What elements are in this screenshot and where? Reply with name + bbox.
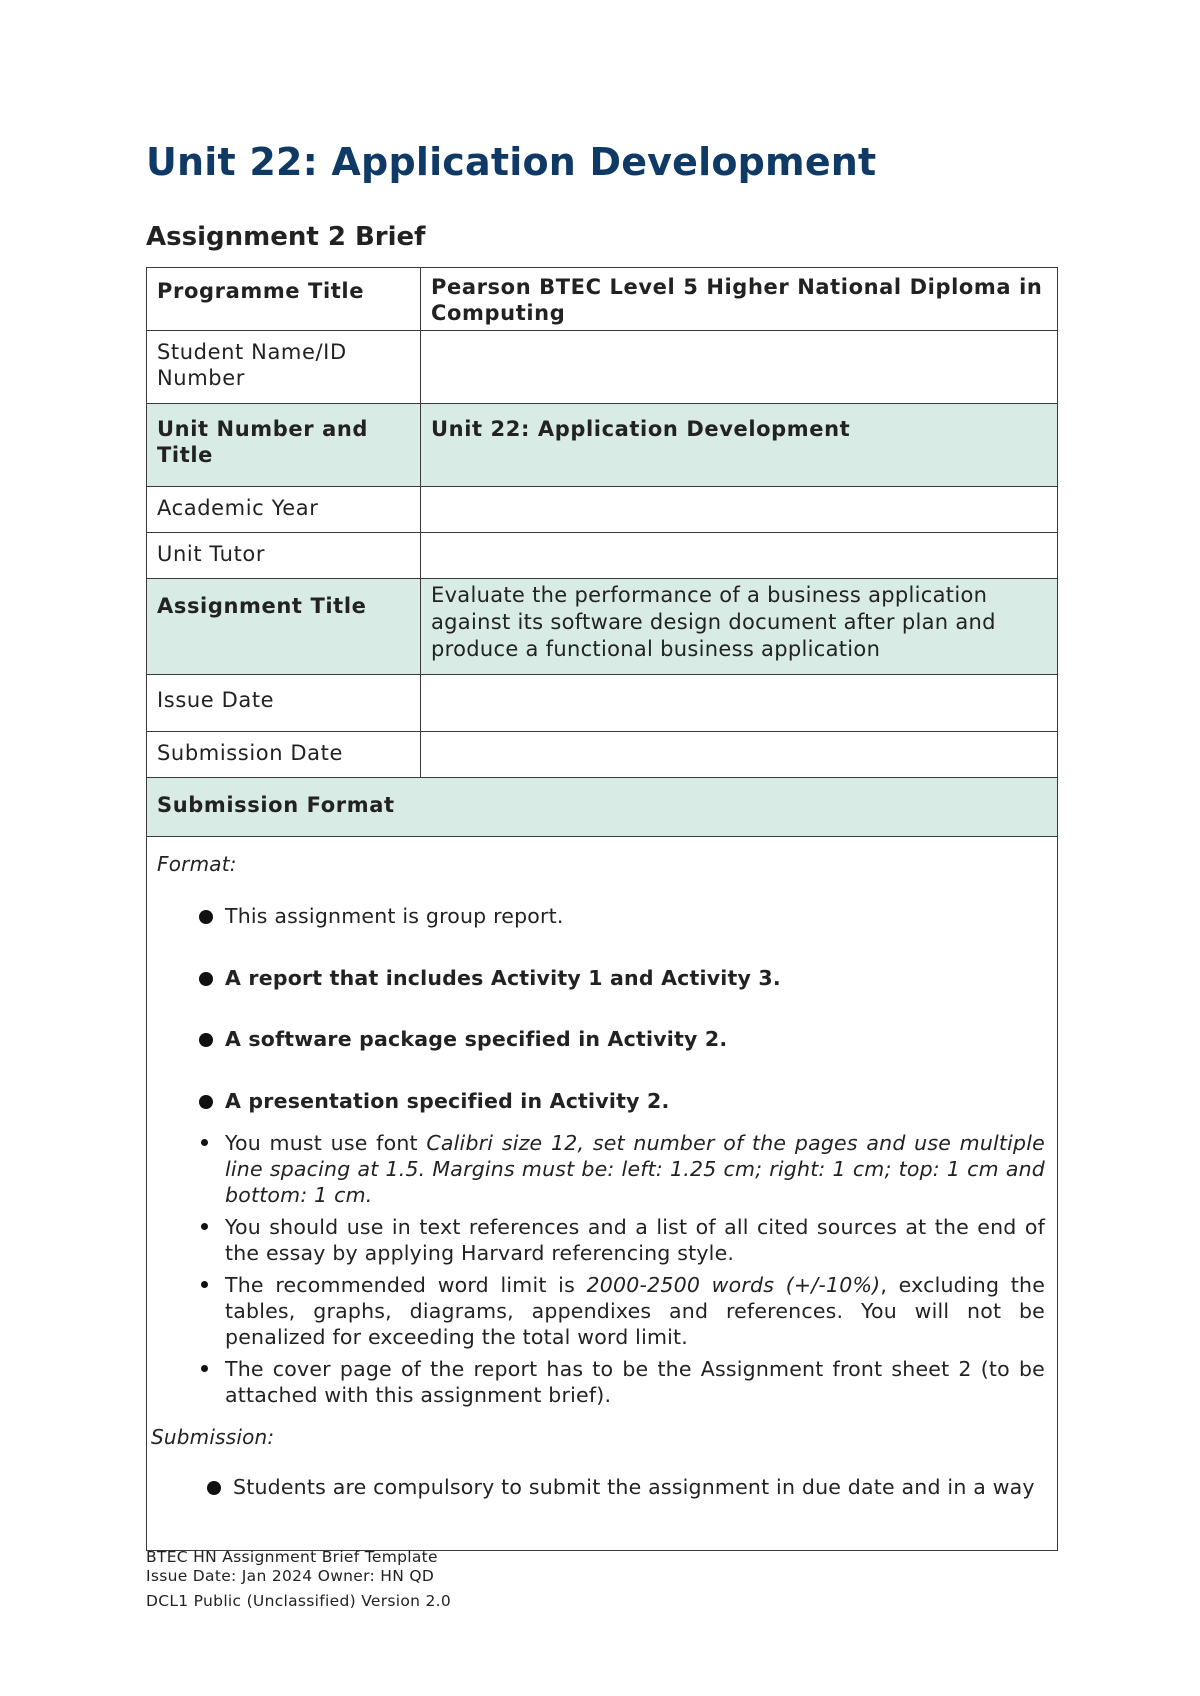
list-item bbox=[157, 1356, 1045, 1408]
format-label: Format: bbox=[157, 852, 237, 876]
issue-date-row bbox=[147, 675, 1058, 732]
format-bullet-7b: 2000-2500 words (+/-10%) bbox=[586, 1273, 881, 1297]
unit-tutor-value bbox=[421, 533, 1058, 579]
bullet-icon bbox=[201, 1365, 208, 1372]
bullet-icon bbox=[201, 1281, 208, 1288]
student-row bbox=[147, 331, 1058, 404]
assignment-title-value: Evaluate the performance of a business application against its software design document after plan and produce a functional business application bbox=[421, 579, 1058, 675]
list-item bbox=[157, 965, 1045, 991]
submission-date-value bbox=[421, 732, 1058, 778]
bullet-icon bbox=[201, 1139, 208, 1146]
list-item bbox=[157, 1272, 1045, 1350]
format-list bbox=[157, 903, 1045, 1408]
bullet-icon bbox=[201, 1223, 208, 1230]
format-bullet-5a: You must use font bbox=[225, 1131, 427, 1155]
list-item bbox=[157, 1026, 1045, 1052]
submission-label: Submission: bbox=[151, 1425, 275, 1449]
programme-row bbox=[147, 268, 1058, 331]
submission-date-label: Submission Date bbox=[147, 732, 421, 778]
bullet-icon bbox=[199, 972, 213, 986]
list-item bbox=[157, 903, 1045, 929]
list-item bbox=[157, 1474, 1045, 1500]
student-label: Student Name/ID Number bbox=[147, 331, 421, 404]
format-bullet-2: A report that includes Activity 1 and Activity 3. bbox=[225, 966, 781, 990]
submission-date-row bbox=[147, 732, 1058, 778]
submission-format-heading: Submission Format bbox=[147, 778, 1058, 837]
format-bullet-7c: , excluding the tables, graphs, diagrams, appendixes and references. You will not be penalized for exceeding the total word limit. bbox=[225, 1273, 1046, 1349]
unit-row bbox=[147, 404, 1058, 487]
unit-tutor-row bbox=[147, 533, 1058, 579]
academic-year-value bbox=[421, 487, 1058, 533]
format-bullet-3: A software package specified in Activity 2. bbox=[225, 1027, 728, 1051]
submission-format-body bbox=[147, 837, 1058, 1551]
bullet-icon bbox=[199, 1095, 213, 1109]
unit-value: Unit 22: Application Development bbox=[421, 404, 1058, 487]
submission-bullet-1: Students are compulsory to submit the assignment in due date and in a way bbox=[233, 1475, 1035, 1499]
bullet-icon bbox=[199, 910, 213, 924]
student-value bbox=[421, 331, 1058, 404]
assignment-brief-table bbox=[146, 267, 1058, 1551]
format-bullet-5b: Calibri size 12, set number of the pages and use multiple line spacing at 1.5. Margins must be: left: 1.25 cm; right: 1 cm; top: 1 cm and bottom: 1 cm. bbox=[225, 1131, 1045, 1207]
unit-title: Unit 22: Application Development bbox=[146, 140, 877, 184]
programme-label: Programme Title bbox=[147, 268, 421, 331]
format-bullet-8: The cover page of the report has to be the Assignment front sheet 2 (to be attached with this assignment brief). bbox=[225, 1357, 1045, 1407]
submission-list bbox=[157, 1474, 1045, 1500]
issue-date-label: Issue Date bbox=[147, 675, 421, 732]
footer-template: BTEC HN Assignment Brief Template bbox=[146, 1548, 438, 1566]
list-item bbox=[157, 1214, 1045, 1266]
assignment-title-row bbox=[147, 579, 1058, 675]
format-bullet-6: You should use in text references and a list of all cited sources at the end of the essay by applying Harvard referencing style. bbox=[225, 1215, 1045, 1265]
format-bullet-7a: The recommended word limit is bbox=[225, 1273, 587, 1297]
footer-issue-date: Issue Date: Jan 2024 Owner: HN QD bbox=[146, 1567, 435, 1585]
brief-title: Assignment 2 Brief bbox=[146, 222, 426, 252]
format-bullet-1: This assignment is group report. bbox=[225, 904, 564, 928]
academic-year-label: Academic Year bbox=[147, 487, 421, 533]
academic-year-row bbox=[147, 487, 1058, 533]
submission-format-row bbox=[147, 778, 1058, 837]
submission-format-body-row bbox=[147, 837, 1058, 1551]
list-item bbox=[157, 1088, 1045, 1114]
unit-label: Unit Number and Title bbox=[147, 404, 421, 487]
format-bullet-4: A presentation specified in Activity 2. bbox=[225, 1089, 670, 1113]
bullet-icon bbox=[199, 1033, 213, 1047]
footer-classification: DCL1 Public (Unclassified) Version 2.0 bbox=[146, 1592, 452, 1610]
issue-date-value bbox=[421, 675, 1058, 732]
list-item bbox=[157, 1130, 1045, 1208]
programme-value: Pearson BTEC Level 5 Higher National Diploma in Computing bbox=[421, 268, 1058, 331]
unit-tutor-label: Unit Tutor bbox=[147, 533, 421, 579]
bullet-icon bbox=[207, 1481, 221, 1495]
assignment-title-label: Assignment Title bbox=[147, 579, 421, 675]
